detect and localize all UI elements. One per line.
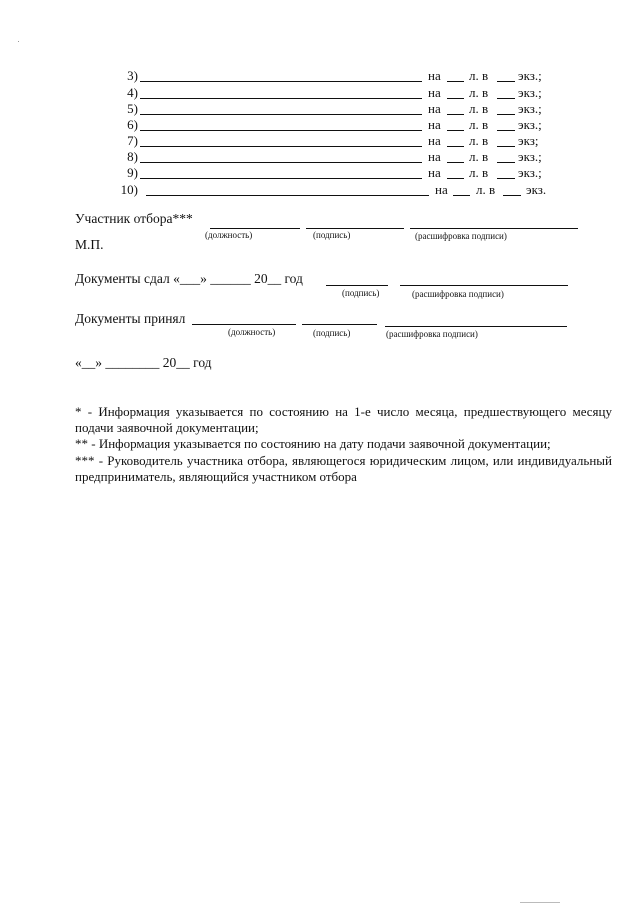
decoding-line [400, 285, 568, 286]
item-pages-label: л. в [469, 117, 489, 132]
list-item [0, 68, 640, 84]
item-pages-label: л. в [469, 165, 489, 180]
list-item [0, 165, 640, 181]
position-line [192, 324, 296, 325]
list-item [0, 85, 640, 101]
pages-blank [453, 195, 470, 196]
item-na-label: на [428, 68, 441, 83]
copies-blank [497, 81, 515, 82]
signature-line [306, 228, 404, 229]
item-copies-label: экз.; [518, 85, 542, 100]
copies-blank [503, 195, 521, 196]
item-number: 3) [127, 68, 138, 83]
scan-speck [520, 902, 560, 903]
copies-blank [497, 130, 515, 131]
item-pages-label: л. в [469, 133, 489, 148]
pages-blank [447, 114, 464, 115]
handed-label: Документы сдал «___» ______ 20__ год [75, 271, 303, 286]
item-na-label: на [428, 133, 441, 148]
item-number: 8) [127, 149, 138, 164]
caption-signature: (подпись) [313, 328, 351, 338]
received-label: Документы принял [75, 311, 186, 326]
item-number: 6) [127, 117, 138, 132]
blank-line [140, 130, 422, 131]
item-na-label: на [435, 182, 448, 197]
item-number: 4) [127, 85, 138, 100]
footnote-1: * - Информация указывается по состоянию на 1-е число месяца, предшествующего месяцу подачи заявочной документации; [75, 404, 612, 435]
list-item [0, 182, 640, 198]
signature-line [302, 324, 377, 325]
blank-line [146, 195, 429, 196]
item-copies-label: экз.; [518, 149, 542, 164]
pages-blank [447, 130, 464, 131]
stamp-label: М.П. [75, 237, 104, 252]
item-na-label: на [428, 85, 441, 100]
pages-blank [447, 178, 464, 179]
list-item [0, 133, 640, 149]
list-item [0, 101, 640, 117]
scan-speck [18, 41, 19, 42]
signature-line [326, 285, 388, 286]
item-na-label: на [428, 101, 441, 116]
item-na-label: на [428, 117, 441, 132]
item-copies-label: экз.; [518, 101, 542, 116]
item-pages-label: л. в [469, 149, 489, 164]
blank-line [140, 162, 422, 163]
pages-blank [447, 162, 464, 163]
date-line: «__» ________ 20__ год [75, 355, 212, 370]
blank-line [140, 178, 422, 179]
decoding-line [410, 228, 578, 229]
blank-line [140, 81, 422, 82]
caption-decoding: (расшифровка подписи) [412, 289, 504, 299]
item-copies-label: экз.; [518, 165, 542, 180]
copies-blank [497, 178, 515, 179]
blank-line [140, 146, 422, 147]
item-number: 9) [127, 165, 138, 180]
caption-signature: (подпись) [313, 230, 351, 240]
pages-blank [447, 81, 464, 82]
item-copies-label: экз.; [518, 68, 542, 83]
caption-position: (должность) [228, 327, 276, 337]
item-copies-label: экз.; [518, 117, 542, 132]
item-number: 5) [127, 101, 138, 116]
item-number: 10) [120, 182, 138, 197]
item-copies-label: экз; [518, 133, 539, 148]
blank-line [140, 114, 422, 115]
caption-signature: (подпись) [342, 288, 380, 298]
item-number: 7) [127, 133, 138, 148]
item-pages-label: л. в [476, 182, 496, 197]
pages-blank [447, 146, 464, 147]
footnote-2: ** - Информация указывается по состоянию на дату подачи заявочной документации; [75, 436, 551, 451]
participant-label: Участник отбора*** [75, 211, 193, 226]
caption-decoding: (расшифровка подписи) [415, 231, 507, 241]
copies-blank [497, 98, 515, 99]
list-item [0, 149, 640, 165]
caption-position: (должность) [205, 230, 253, 240]
position-line [210, 228, 300, 229]
item-pages-label: л. в [469, 85, 489, 100]
footnote-3: *** - Руководитель участника отбора, являющегося юридическим лицом, или индивидуальный предприниматель, являющийся участником отбора [75, 453, 612, 484]
item-na-label: на [428, 149, 441, 164]
item-pages-label: л. в [469, 101, 489, 116]
caption-decoding: (расшифровка подписи) [386, 329, 478, 339]
copies-blank [497, 146, 515, 147]
item-pages-label: л. в [469, 68, 489, 83]
copies-blank [497, 162, 515, 163]
item-na-label: на [428, 165, 441, 180]
list-item [0, 117, 640, 133]
item-copies-label: экз. [526, 182, 547, 197]
pages-blank [447, 98, 464, 99]
decoding-line [385, 326, 567, 327]
copies-blank [497, 114, 515, 115]
blank-line [140, 98, 422, 99]
